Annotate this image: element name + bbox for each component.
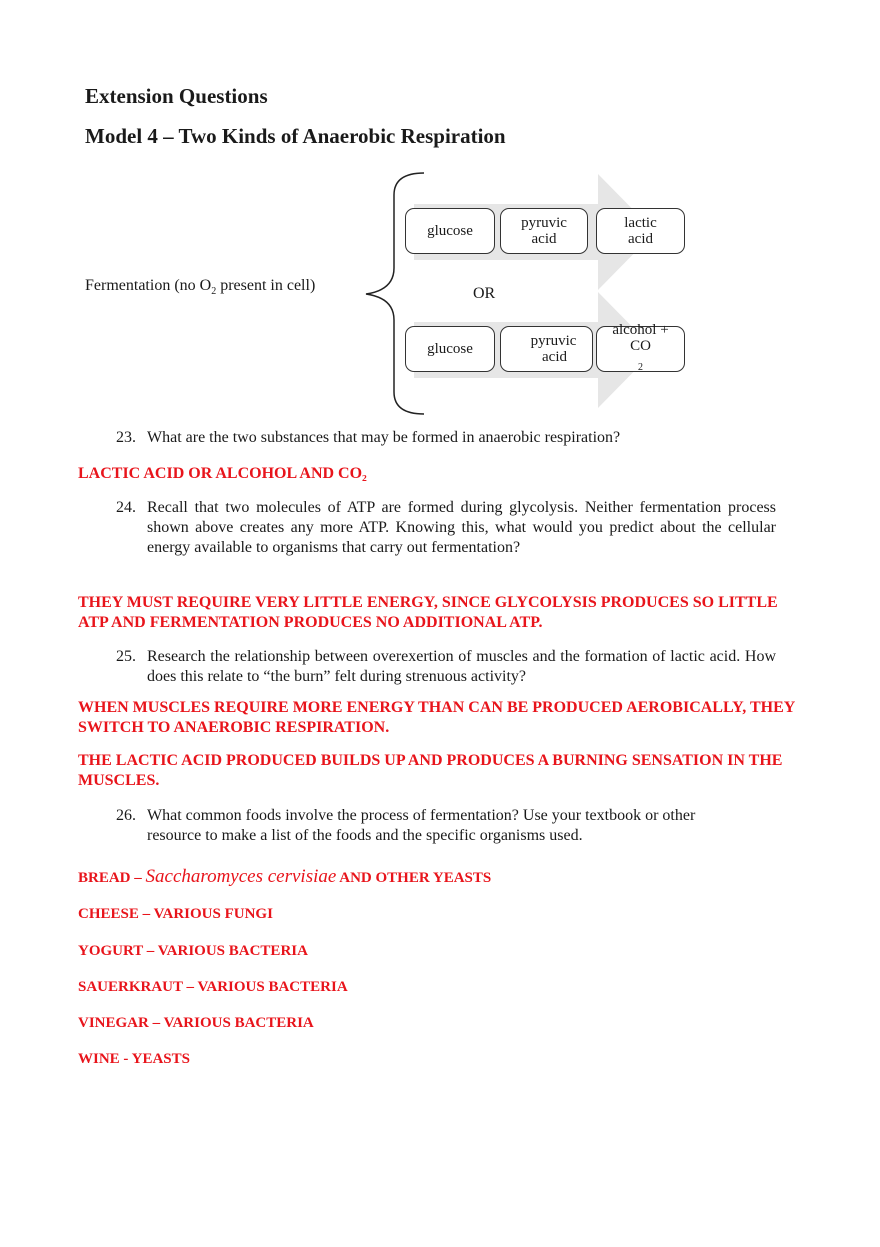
food-bread-organism: Saccharomyces cervisiae [145,866,337,887]
answer-25-part-1: WHEN MUSCLES REQUIRE MORE ENERGY THAN CAN BE PRODUCED AEROBICALLY, THEY SWITCH TO ANAEROBIC RESPIRATION. [78,699,795,736]
co2-label-subscript: 2 [638,362,643,373]
top-pyruvic-acid-label: acid [531,231,557,247]
question-number: 24. [116,499,136,516]
food-bread-label: BREAD – [78,870,146,886]
question-25 [116,647,776,687]
food-sauerkraut: SAUERKRAUT – VARIOUS BACTERIA [78,979,348,995]
fermentation-diagram [0,0,880,430]
alcohol-label: alcohol + [612,322,669,338]
answer-24: THEY MUST REQUIRE VERY LITTLE ENERGY, SINCE GLYCOLYSIS PRODUCES SO LITTLE ATP AND FERMENTATION PRODUCES NO ADDITIONAL ATP. [78,594,778,631]
answer-25-part-2: THE LACTIC ACID PRODUCED BUILDS UP AND PRODUCES A BURNING SENSATION IN THE MUSCLES. [78,752,783,789]
fermentation-label [85,277,315,297]
question-text: What are the two substances that may be formed in anaerobic respiration? [147,429,621,446]
model-title: Model 4 – Two Kinds of Anaerobic Respiration [85,124,506,148]
question-23 [116,428,776,448]
top-glucose-box [405,208,495,254]
question-26 [116,806,776,846]
or-label: OR [473,285,496,302]
top-pyruvic-label: pyruvic [521,215,567,231]
food-bread-suffix: AND OTHER YEASTS [336,870,492,886]
bottom-pyruvic-label: pyruvic [530,333,577,349]
top-glucose-label: glucose [427,223,473,239]
co2-label-main: CO [630,338,651,354]
section-title: Extension Questions [85,84,268,108]
question-number: 26. [116,807,136,824]
question-text: What common foods involve the process of fermentation? Use your textbook or other resource to make a list of the foods and the specific organisms used. [147,807,696,844]
top-pyruvic-acid-box [500,208,588,254]
food-yogurt: YOGURT – VARIOUS BACTERIA [78,943,308,959]
lactic-acid-box [596,208,685,254]
food-bread [78,866,491,888]
question-number: 25. [116,648,136,665]
bottom-pyruvic-acid-box [500,326,593,372]
answer-23: LACTIC ACID OR ALCOHOL AND CO₂ [78,465,367,482]
food-wine: WINE - YEASTS [78,1051,190,1067]
question-text: Recall that two molecules of ATP are formed during glycolysis. Neither fermentation process shown above creates any more ATP. Knowing this, what would you predict about the cellular energy available to organisms that carry out fermentation? [147,499,776,556]
fermentation-label-suffix: present in cell) [216,277,316,294]
question-number: 23. [116,429,136,446]
bottom-glucose-box [405,326,495,372]
food-cheese: CHEESE – VARIOUS FUNGI [78,906,273,922]
lactic-label: lactic [624,215,657,231]
bottom-glucose-label: glucose [427,341,473,357]
co2-label [630,338,651,376]
lactic-acid-label: acid [628,231,653,247]
food-vinegar: VINEGAR – VARIOUS BACTERIA [78,1015,314,1031]
alcohol-co2-box [596,322,685,373]
fermentation-label-text: Fermentation (no O [85,277,212,294]
question-text: Research the relationship between overexertion of muscles and the formation of lactic acid. How does this relate to “the burn” felt during strenuous activity? [147,648,776,685]
fermentation-label-subscript: 2 [211,286,217,298]
bottom-pyruvic-acid-label: acid [542,349,567,365]
question-24 [116,498,776,558]
